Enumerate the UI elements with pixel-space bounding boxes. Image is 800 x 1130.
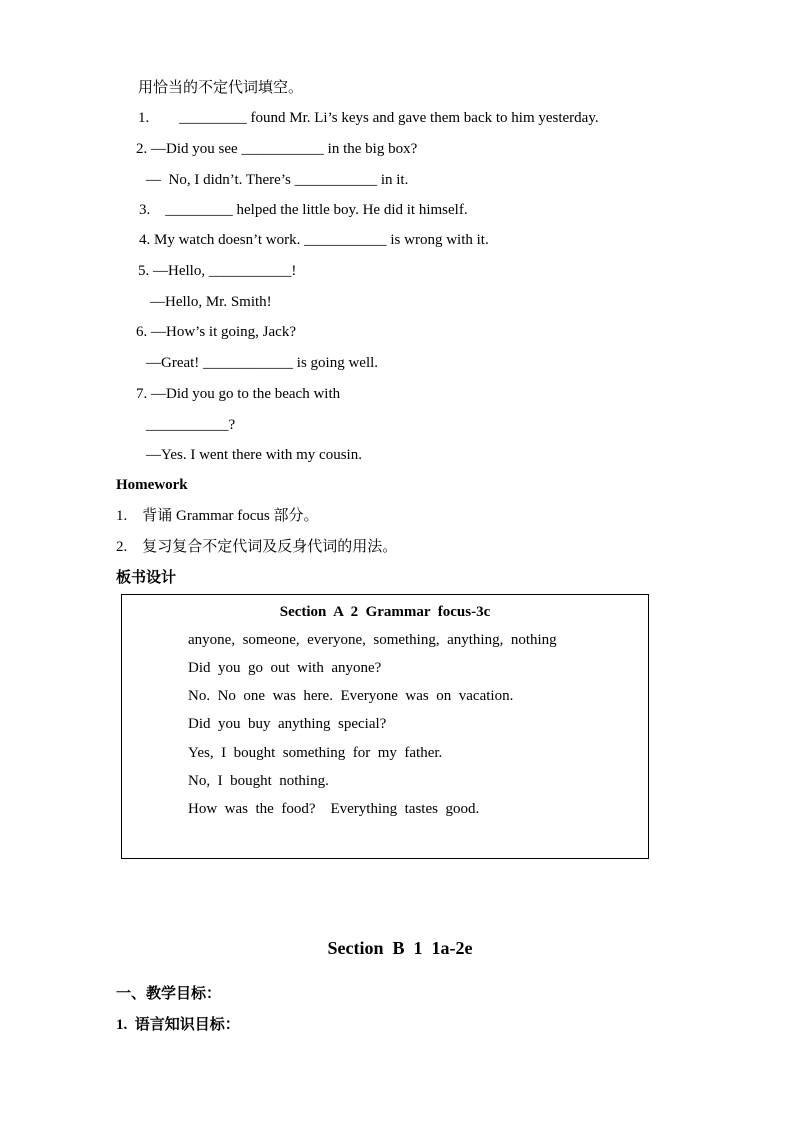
board-line-7: How was the food? Everything tastes good. xyxy=(188,801,480,817)
exercise-line-1: 1. _________ found Mr. Li’s keys and gave them back to him yesterday. xyxy=(138,110,599,126)
exercise-line-2: 2. —Did you see ___________ in the big box? xyxy=(136,141,418,157)
homework-item-2: 2. 复习复合不定代词及反身代词的用法。 xyxy=(116,539,398,555)
language-knowledge-goal-heading: 1. 语言知识目标： xyxy=(116,1017,240,1033)
exercise-line-4: 4. My watch doesn’t work. ___________ is wrong with it. xyxy=(139,232,489,248)
exercise-line-5: 5. —Hello, ___________! xyxy=(138,263,297,279)
exercise-line-7-blank: ___________? xyxy=(146,417,236,433)
homework-item-1: 1. 背诵 Grammar focus 部分。 xyxy=(116,508,319,524)
board-box-title: Section A 2 Grammar focus-3c xyxy=(279,604,491,620)
teaching-goal-heading: 一、教学目标： xyxy=(116,986,222,1002)
exercise-instruction: 用恰当的不定代词填空。 xyxy=(138,80,304,96)
exercise-line-6-answer: —Great! ____________ is going well. xyxy=(146,355,379,371)
board-line-5: Yes, I bought something for my father. xyxy=(188,745,443,761)
board-heading: 板书设计 xyxy=(116,570,177,586)
exercise-line-3: 3. _________ helped the little boy. He did it himself. xyxy=(139,202,468,218)
exercise-line-5-answer: —Hello, Mr. Smith! xyxy=(150,294,272,310)
exercise-line-2-answer: — No, I didn’t. There’s ___________ in it. xyxy=(146,172,409,188)
board-line-2: Did you go out with anyone? xyxy=(188,660,382,676)
exercise-line-7-answer: —Yes. I went there with my cousin. xyxy=(146,447,362,463)
board-line-4: Did you buy anything special? xyxy=(188,716,387,732)
exercise-line-6: 6. —How’s it going, Jack? xyxy=(136,324,296,340)
board-line-6: No, I bought nothing. xyxy=(188,773,329,789)
board-design-box xyxy=(121,594,649,859)
exercise-line-7: 7. —Did you go to the beach with xyxy=(136,386,341,402)
section-b-title: Section B 1 1a-2e xyxy=(327,938,473,958)
homework-heading: Homework xyxy=(116,477,188,493)
board-line-3: No. No one was here. Everyone was on vacation. xyxy=(188,688,514,704)
board-line-1: anyone, someone, everyone, something, anything, nothing xyxy=(188,632,557,648)
